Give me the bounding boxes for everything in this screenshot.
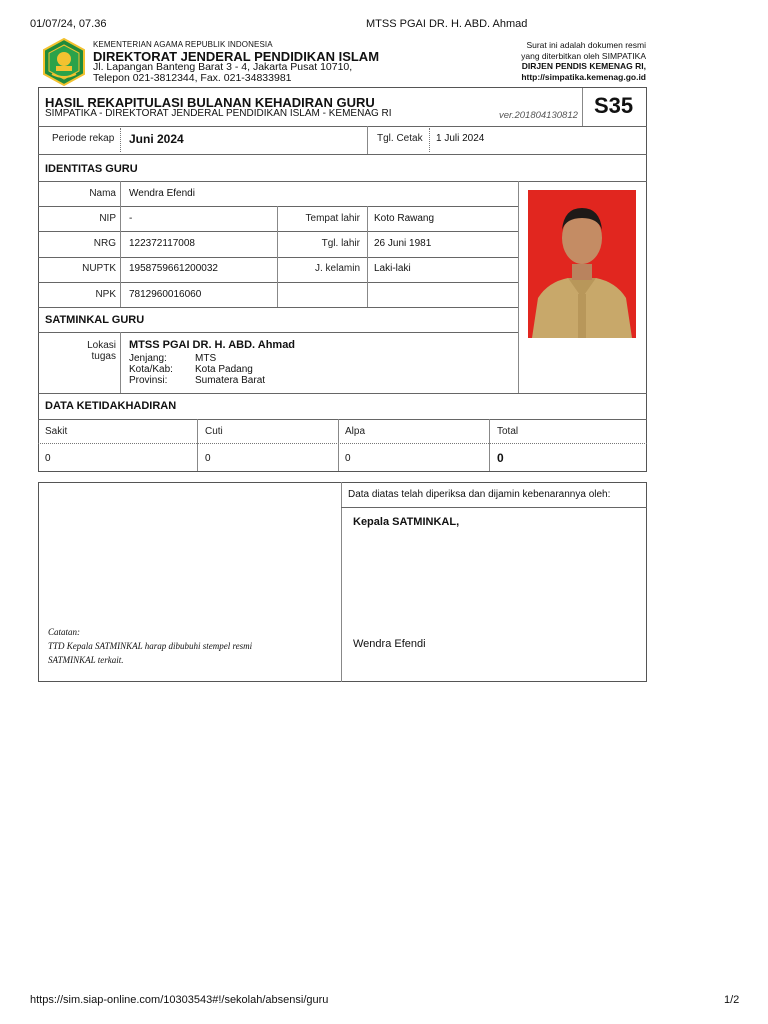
nip-value: -: [129, 213, 133, 224]
print-datetime: 01/07/24, 07.36: [30, 18, 107, 30]
satminkal-section-title: SATMINKAL GURU: [45, 314, 145, 326]
nuptk-value: 1958759661200032: [129, 263, 218, 274]
school-detail-labels: Jenjang: Kota/Kab: Provinsi:: [129, 353, 173, 386]
teacher-photo: [528, 190, 636, 338]
jenis-kelamin-value: Laki-laki: [374, 263, 411, 274]
divider: [38, 332, 518, 333]
divider: [38, 206, 518, 207]
school-detail-values: MTS Kota Padang Sumatera Barat: [195, 353, 266, 386]
print-date-value: 1 Juli 2024: [436, 133, 485, 144]
divider: [38, 126, 647, 127]
identity-section-title: IDENTITAS GURU: [45, 163, 138, 175]
nrg-label: NRG: [93, 238, 116, 249]
period-label: Periode rekap: [52, 133, 115, 144]
absence-value-alpa: 0: [345, 453, 351, 464]
absence-value-cuti: 0: [205, 453, 211, 464]
tempat-lahir-value: Koto Rawang: [374, 213, 435, 224]
divider: [38, 393, 647, 394]
report-subtitle: SIMPATIKA - DIREKTORAT JENDERAL PENDIDIKAN ISLAM - KEMENAG RI: [45, 108, 392, 119]
tgl-lahir-label: Tgl. lahir: [321, 238, 360, 249]
nama-value: Wendra Efendi: [129, 188, 195, 199]
report-code: S35: [594, 93, 634, 118]
print-date-label: Tgl. Cetak: [377, 133, 423, 144]
print-page-title: MTSS PGAI DR. H. ABD. Ahmad: [366, 18, 528, 30]
divider: [38, 181, 647, 182]
divider: [367, 126, 368, 154]
directorate-name: DIREKTORAT JENDERAL PENDIDIKAN ISLAM: [93, 49, 380, 64]
photo-column-divider: [518, 181, 519, 393]
signatory-name: Wendra Efendi: [353, 638, 426, 650]
nama-label: Nama: [89, 188, 116, 199]
divider: [197, 419, 198, 471]
absence-col-total: Total: [497, 426, 519, 437]
nrg-value: 122372117008: [129, 238, 195, 249]
lokasi-tugas-label: Lokasi tugas: [87, 340, 116, 362]
divider: [338, 419, 339, 471]
divider: [38, 282, 518, 283]
print-url: https://sim.siap-online.com/10303543#!/sekolah/absensi/guru: [30, 994, 329, 1006]
kemenag-emblem-icon: [40, 38, 88, 86]
divider: [38, 257, 518, 258]
absence-section-title: DATA KETIDAKHADIRAN: [45, 400, 177, 412]
divider: [489, 419, 490, 471]
absence-col-sakit: Sakit: [45, 426, 68, 437]
npk-value: 7812960016060: [129, 289, 202, 300]
absence-col-alpa: Alpa: [345, 426, 366, 437]
divider: [367, 206, 368, 307]
verification-text: Data diatas telah diperiksa dan dijamin kebenarannya oleh:: [348, 489, 611, 500]
nuptk-label: NUPTK: [82, 263, 116, 274]
school-name: MTSS PGAI DR. H. ABD. Ahmad: [129, 339, 296, 351]
absence-value-total: 0: [497, 451, 504, 465]
report-version: ver.201804130812: [499, 110, 578, 121]
ministry-name: KEMENTERIAN AGAMA REPUBLIK INDONESIA: [93, 40, 273, 49]
divider: [38, 307, 518, 308]
report-title: HASIL REKAPITULASI BULANAN KEHADIRAN GURU: [45, 95, 375, 110]
print-page-number: 1/2: [724, 994, 740, 1006]
divider: [38, 231, 518, 232]
nip-label: NIP: [99, 213, 116, 224]
divider: [277, 206, 278, 307]
absence-value-sakit: 0: [45, 453, 51, 464]
npk-label: NPK: [95, 289, 116, 300]
divider: [429, 128, 430, 152]
signature-note: Catatan: TTD Kepala SATMINKAL harap dibubuhi stempel resmi SATMINKAL terkait.: [48, 627, 253, 665]
absence-col-cuti: Cuti: [205, 426, 223, 437]
divider: [120, 332, 121, 393]
official-document-note: Surat ini adalah dokumen resmi yang diterbitkan oleh SIMPATIKA DIRJEN PENDIS KEMENAG RI, http://simpatika.kemenag.go.id: [521, 40, 646, 82]
code-divider: [582, 88, 583, 126]
divider: [38, 419, 647, 420]
period-value: Juni 2024: [129, 132, 184, 146]
tempat-lahir-label: Tempat lahir: [305, 213, 360, 224]
divider: [341, 507, 647, 508]
directorate-address: Jl. Lapangan Banteng Barat 3 - 4, Jakarta Pusat 10710, Telepon 021-3812344, Fax. 021-34833981: [93, 61, 353, 84]
divider: [38, 443, 647, 444]
tgl-lahir-value: 26 Juni 1981: [374, 238, 432, 249]
divider: [38, 154, 647, 155]
signatory-role: Kepala SATMINKAL,: [353, 516, 460, 528]
divider: [120, 181, 121, 307]
jenis-kelamin-label: J. kelamin: [314, 263, 360, 274]
divider: [120, 128, 121, 152]
divider: [341, 482, 342, 682]
